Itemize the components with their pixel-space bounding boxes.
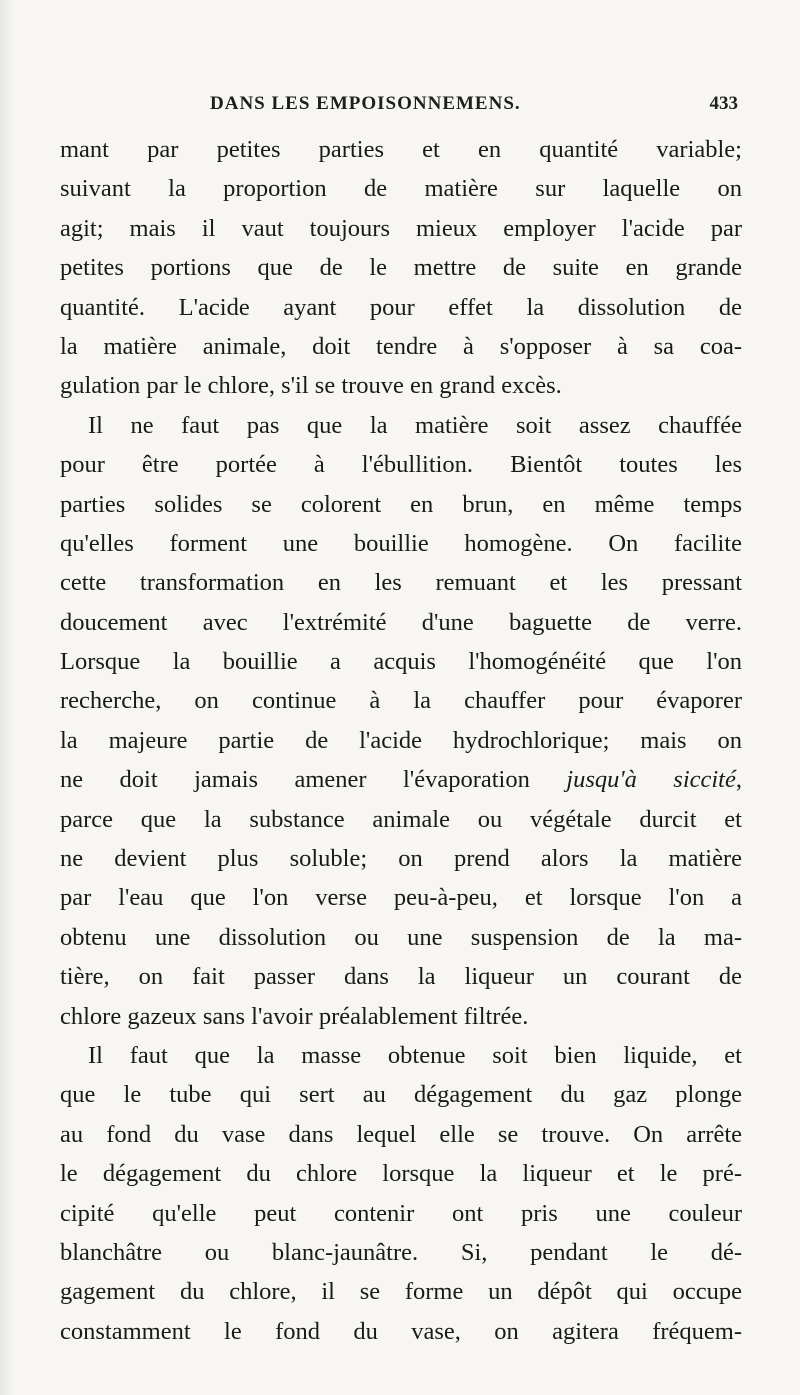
text-segment: ne doit jamais amener l'évaporation bbox=[60, 766, 567, 794]
paragraph-start-line: Il faut que la masse obtenue soit bien liquide, et bbox=[88, 1041, 742, 1069]
text-line: tière, on fait passer dans la liqueur un courant de bbox=[60, 963, 742, 991]
text-line: gulation par le chlore, s'il se trouve en grand excès. bbox=[60, 372, 562, 400]
text-line: constamment le fond du vase, on agitera fréquem- bbox=[60, 1317, 742, 1345]
text-line: petites portions que de le mettre de suite en grande bbox=[60, 254, 742, 282]
text-line: Lorsque la bouillie a acquis l'homogénéité que l'on bbox=[60, 648, 742, 676]
text-line: parce que la substance animale ou végétale durcit et bbox=[60, 805, 742, 833]
page-number: 433 bbox=[709, 93, 738, 114]
paragraph-start-line: Il ne faut pas que la matière soit assez chauffée bbox=[88, 411, 742, 439]
text-line: agit; mais il vaut toujours mieux employer l'acide par bbox=[60, 214, 742, 242]
text-line: chlore gazeux sans l'avoir préalablement filtrée. bbox=[60, 1002, 529, 1030]
text-line bbox=[60, 760, 742, 799]
text-line: qu'elles forment une bouillie homogène. On facilite bbox=[60, 529, 742, 557]
text-line: ne devient plus soluble; on prend alors la matière bbox=[60, 845, 742, 873]
text-line: cette transformation en les remuant et les pressant bbox=[60, 569, 742, 597]
text-line: suivant la proportion de matière sur laquelle on bbox=[60, 175, 742, 203]
text-line: que le tube qui sert au dégagement du gaz plonge bbox=[60, 1081, 742, 1109]
body-text bbox=[60, 130, 742, 1351]
text-line: cipité qu'elle peut contenir ont pris une couleur bbox=[60, 1199, 742, 1227]
text-line: la majeure partie de l'acide hydrochlorique; mais on bbox=[60, 726, 742, 754]
page-header bbox=[60, 93, 738, 123]
text-line: blanchâtre ou blanc-jaunâtre. Si, pendant le dé- bbox=[60, 1238, 742, 1266]
text-line: le dégagement du chlore lorsque la liqueur et le pré- bbox=[60, 1160, 742, 1188]
running-head: DANS LES EMPOISONNEMENS. bbox=[210, 93, 521, 114]
text-segment: , bbox=[735, 766, 742, 794]
text-line: la matière animale, doit tendre à s'opposer à sa coa- bbox=[60, 332, 742, 360]
text-line: quantité. L'acide ayant pour effet la dissolution de bbox=[60, 293, 742, 321]
text-line: mant par petites parties et en quantité variable; bbox=[60, 136, 742, 163]
text-line: pour être portée à l'ébullition. Bientôt toutes les bbox=[60, 451, 742, 479]
text-line: au fond du vase dans lequel elle se trouve. On arrête bbox=[60, 1120, 742, 1148]
text-line: parties solides se colorent en brun, en même temps bbox=[60, 490, 742, 518]
italic-phrase: jusqu'à siccité bbox=[566, 766, 736, 794]
text-line: recherche, on continue à la chauffer pour évaporer bbox=[60, 687, 742, 715]
text-line: doucement avec l'extrémité d'une baguette de verre. bbox=[60, 608, 742, 636]
text-line: gagement du chlore, il se forme un dépôt qui occupe bbox=[60, 1278, 742, 1306]
text-line: obtenu une dissolution ou une suspension de la ma- bbox=[60, 923, 742, 951]
text-line: par l'eau que l'on verse peu-à-peu, et lorsque l'on a bbox=[60, 884, 742, 912]
